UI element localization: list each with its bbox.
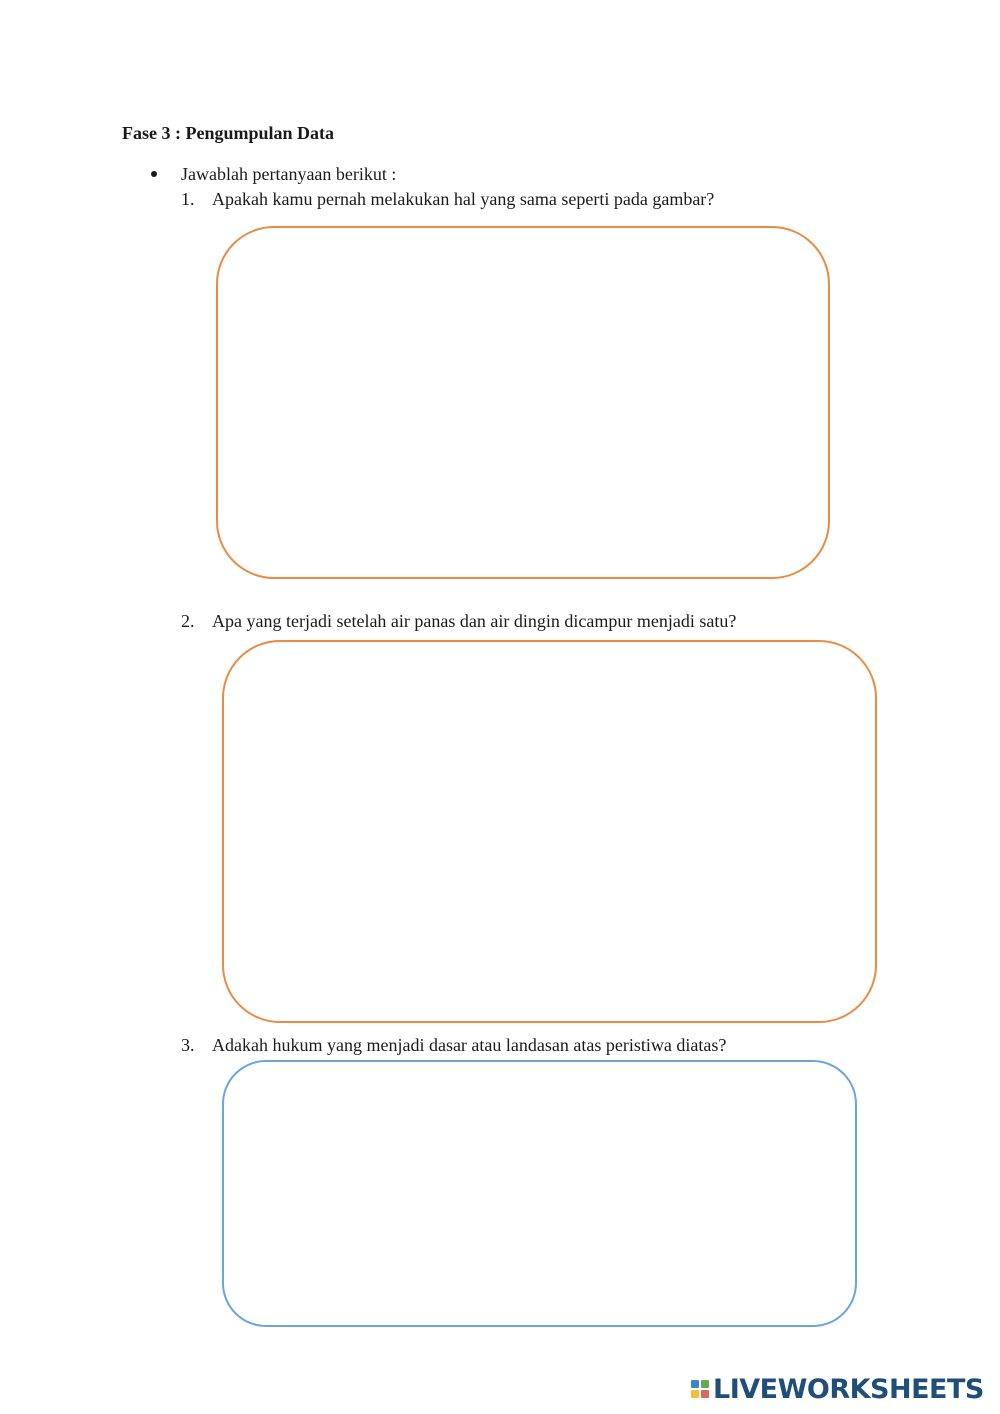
page-heading: Fase 3 : Pengumpulan Data [122, 123, 335, 143]
answer-box-1[interactable] [216, 226, 830, 579]
instruction-line [151, 163, 396, 185]
answer-box-3[interactable] [222, 1060, 857, 1327]
question-1-text: Apakah kamu pernah melakukan hal yang sama seperti pada gambar? [212, 189, 715, 209]
instruction-text: Jawablah pertanyaan berikut : [181, 164, 397, 184]
question-2 [181, 610, 736, 632]
answer-box-2[interactable] [222, 640, 877, 1023]
question-1-number: 1. [181, 189, 195, 209]
logo-square-yellow [691, 1390, 699, 1398]
liveworksheets-logo [691, 1374, 984, 1404]
question-2-text: Apa yang terjadi setelah air panas dan air dingin dicampur menjadi satu? [212, 611, 737, 631]
logo-square-red [701, 1390, 709, 1398]
question-3 [181, 1034, 726, 1056]
logo-square-blue [691, 1380, 699, 1388]
bullet-icon [151, 171, 157, 177]
logo-square-green [701, 1380, 709, 1388]
liveworksheets-logo-icon [691, 1380, 709, 1398]
question-3-number: 3. [181, 1035, 195, 1055]
question-1 [181, 188, 714, 210]
question-2-number: 2. [181, 611, 195, 631]
question-3-text: Adakah hukum yang menjadi dasar atau landasan atas peristiwa diatas? [212, 1035, 727, 1055]
logo-text: LIVEWORKSHEETS [713, 1373, 984, 1405]
